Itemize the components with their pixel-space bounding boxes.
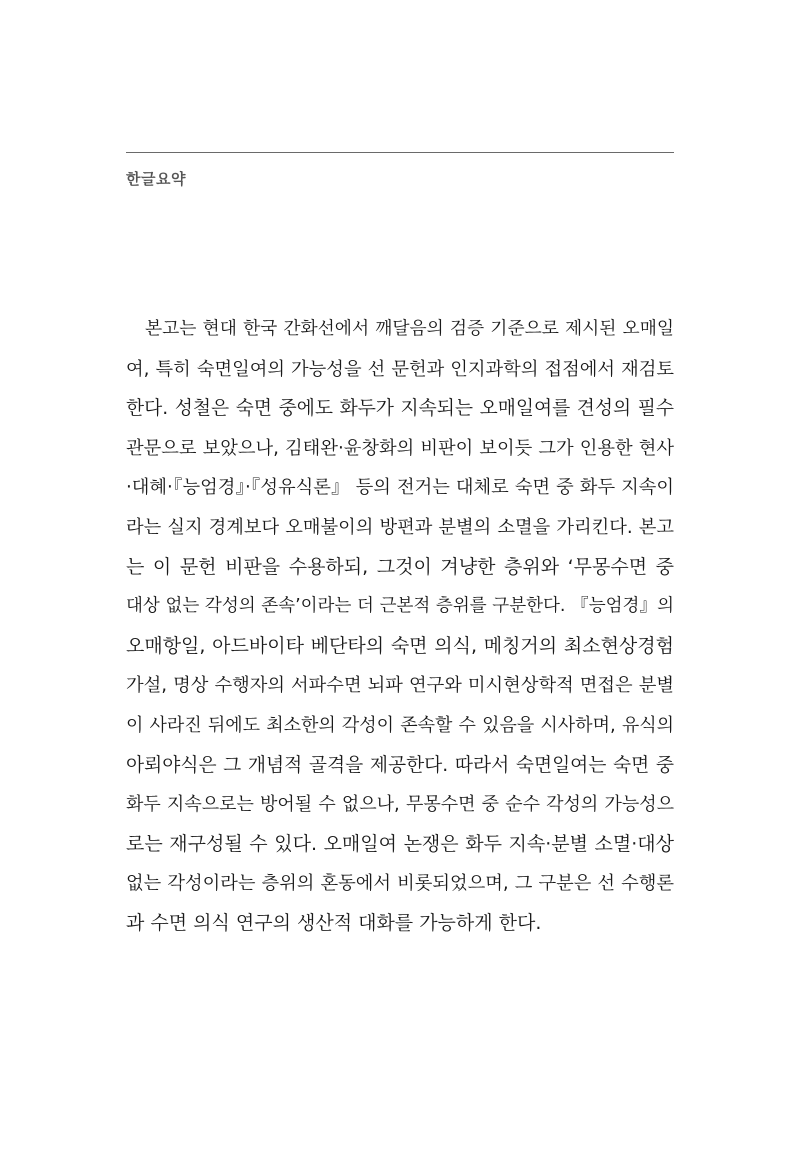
abstract-line: 가설, 명상 수행자의 서파수면 뇌파 연구와 미시현상학적 면접은 분별: [126, 675, 674, 697]
abstract-line: 로는 재구성될 수 있다. 오매일여 논쟁은 화두 지속·분별 소멸·대상: [126, 832, 674, 855]
abstract-line: 오매항일, 아드바이타 베단타의 숙면 의식, 메칭거의 최소현상경험: [126, 634, 674, 657]
abstract-line: 관문으로 보았으나, 김태완·윤창화의 비판이 보이듯 그가 인용한 현사: [126, 437, 674, 459]
abstract-line: 한다. 성철은 숙면 중에도 화두가 지속되는 오매일여를 견성의 필수: [126, 398, 674, 420]
abstract-line: 본고는 현대 한국 간화선에서 깨달음의 검증 기준으로 제시된 오매일: [145, 319, 674, 339]
abstract-line: 라는 실지 경계보다 오매불이의 방편과 분별의 소멸을 가리킨다. 본고: [126, 516, 674, 538]
section-title: 한글요약: [126, 170, 186, 188]
abstract-line: 이 사라진 뒤에도 최소한의 각성이 존속할 수 있음을 시사하며, 유식의: [126, 714, 674, 736]
abstract-line: 대상 없는 각성의 존속’이라는 더 근본적 층위를 구분한다. 『능엄경』의: [126, 596, 674, 617]
top-divider: [126, 152, 674, 153]
abstract-body: [126, 310, 674, 944]
abstract-line: 화두 지속으로는 방어될 수 없으나, 무몽수면 중 순수 각성의 가능성으: [126, 794, 674, 816]
abstract-line: 여, 특히 숙면일여의 가능성을 선 문헌과 인지과학의 접점에서 재검토: [126, 358, 674, 380]
abstract-line: 과 수면 의식 연구의 생산적 대화를 가능하게 한다.: [126, 911, 542, 934]
abstract-line: ·대혜·『능엄경』·『성유식론』 등의 전거는 대체로 숙면 중 화두 지속이: [126, 477, 674, 499]
abstract-line: 는 이 문헌 비판을 수용하되, 그것이 겨냥한 층위와 ‘무몽수면 중: [126, 555, 674, 578]
abstract-line: 없는 각성이라는 층위의 혼동에서 비롯되었으며, 그 구분은 선 수행론: [126, 873, 674, 895]
abstract-line: 아뢰야식은 그 개념적 골격을 제공한다. 따라서 숙면일여는 숙면 중: [126, 754, 674, 776]
